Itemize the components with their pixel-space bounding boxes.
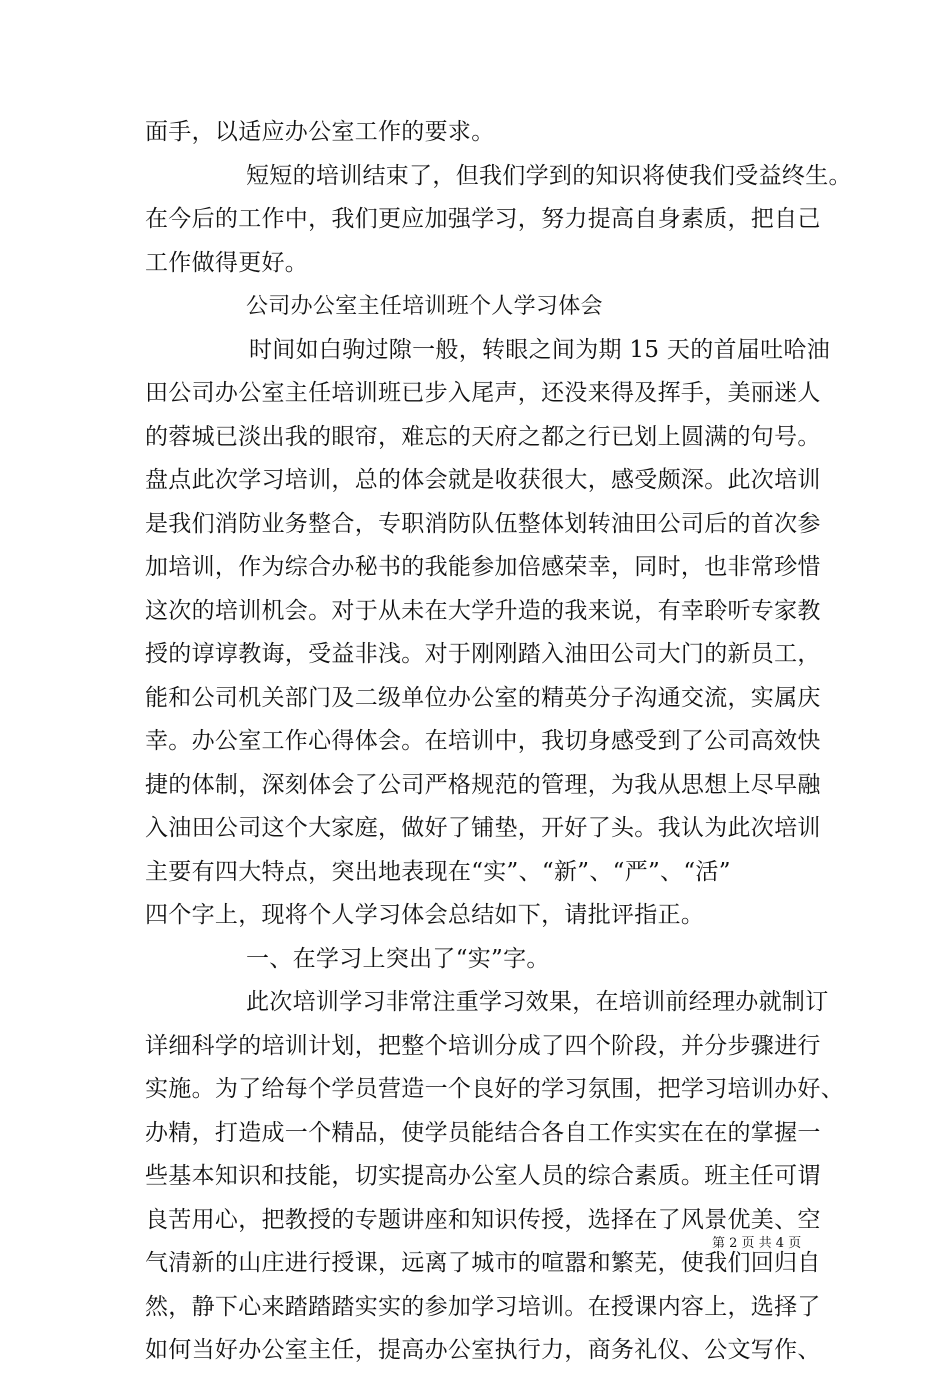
text-line: 加培训，作为综合办秘书的我能参加倍感荣幸，同时，也非常珍惜	[145, 554, 821, 580]
page-number: 第 2 页 共 4 页	[712, 1236, 802, 1251]
text-line: 此次培训学习非常注重学习效果，在培训前经理办就制订	[246, 989, 829, 1015]
text-line: 入油田公司这个大家庭，做好了铺垫，开好了头。我认为此次培训	[145, 815, 821, 841]
text-line: 气清新的山庄进行授课，远离了城市的喧嚣和繁芜，使我们回归自	[145, 1250, 821, 1276]
text-line: 幸。办公室工作心得体会。在培训中，我切身感受到了公司高效快	[145, 728, 821, 754]
text-line: 这次的培训机会。对于从未在大学升造的我来说，有幸聆听专家教	[145, 597, 821, 624]
text-line: 授的谆谆教诲，受益非浅。对于刚刚踏入油田公司大门的新员工，	[145, 641, 821, 667]
text-line: 能和公司机关部门及二级单位办公室的精英分子沟通交流，实属庆	[145, 684, 821, 711]
text-line: 良苦用心，把教授的专题讲座和知识传授，选择在了风景优美、空	[145, 1206, 821, 1233]
text-line: 在今后的工作中，我们更应加强学习，努力提高自身素质，把自己	[145, 206, 821, 232]
section-heading: 一、在学习上突出了“实”字。	[246, 945, 550, 972]
section-title: 公司办公室主任培训班个人学习体会	[246, 294, 603, 319]
text-line: 些基本知识和技能，切实提高办公室人员的综合素质。班主任可谓	[145, 1163, 821, 1189]
text-line: 详细科学的培训计划，把整个培训分成了四个阶段，并分步骤进行	[145, 1032, 821, 1059]
text-line: 捷的体制，深刻体会了公司严格规范的管理，为我从思想上尽早融	[145, 771, 821, 798]
text-line: 短短的培训结束了，但我们学到的知识将使我们受益终生。	[246, 162, 852, 189]
text-line: 是我们消防业务整合，专职消防队伍整体划转油田公司后的首次参	[145, 510, 821, 537]
text-line: 盘点此次学习培训，总的体会就是收获很大，感受颇深。此次培训	[145, 467, 821, 493]
text-line: 然，静下心来踏踏踏实实的参加学习培训。在授课内容上，选择了	[145, 1293, 821, 1320]
text-line: 四个字上，现将个人学习体会总结如下，请批评指正。	[145, 902, 705, 928]
text-line: 办精，打造成一个精品，使学员能结合各自工作实实在在的掌握一	[145, 1119, 821, 1146]
text-line: 的蓉城已淡出我的眼帘，难忘的天府之都之行已划上圆满的句号。	[145, 423, 821, 450]
text-line: 如何当好办公室主任，提高办公室执行力，商务礼仪、公文写作、	[145, 1337, 821, 1363]
text-line: 主要有四大特点，突出地表现在“实”、“新”、“严”、“活”	[145, 858, 731, 885]
text-line: 时间如白驹过隙一般，转眼之间为期 15 天的首届吐哈油	[249, 336, 830, 363]
text-line: 面手，以适应办公室工作的要求。	[145, 119, 495, 145]
text-line: 田公司办公室主任培训班已步入尾声，还没来得及挥手，美丽迷人	[145, 380, 821, 406]
document-body	[145, 111, 852, 1373]
text-line: 实施。为了给每个学员营造一个良好的学习氛围，把学习培训办好、	[145, 1076, 844, 1102]
text-line: 工作做得更好。	[145, 249, 309, 276]
